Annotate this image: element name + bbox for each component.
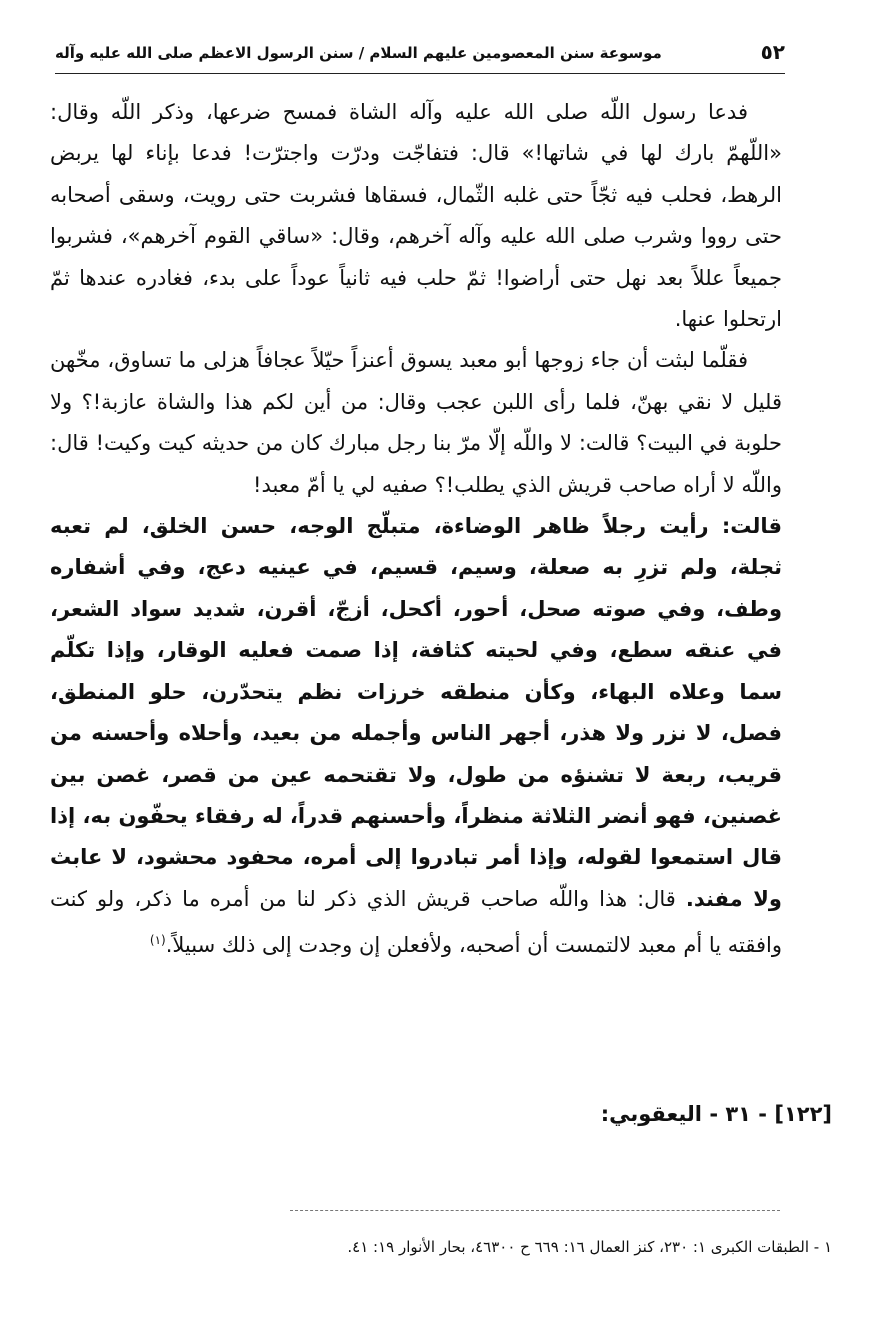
running-head — [55, 40, 785, 68]
description-text: قالت: رأيت رجلاً ظاهر الوضاءة، متبلّج الوجه، حسن الخلق، لم تعبه ثجلة، ولم تزرِ به صعلة، وسيم، قسيم، في عينيه دعج، وفي أشفاره وطف، وفي صوته صحل، أحور، أكحل، أزجّ، أقرن، شديد سواد الشعر، في عنقه سطع، وفي لحيته كثافة، إذا صمت فعليه الوقار، وإذا تكلّم سما وعلاه البهاء، وكأن منطقه خرزات نظم يتحدّرن، حلو المنطق، فصل، لا نزر ولا هذر، أجهر الناس وأجمله من بعيد، وأحلاه وأحسنه من قريب، ربعة لا تشنؤه من طول، ولا تقتحمه عين من قصر، غصن بين غصنين، فهو أنضر الثلاثة منظراً، وأحسنهم قدراً، له رفقاء يحفّون به، إذا قال استمعوا لقوله، وإذا أمر تبادروا إلى أمره، محفود محشود، لا عابث ولا مفند. — [50, 514, 782, 911]
paragraph-1: فدعا رسول اللّه صلى الله عليه وآله الشاة فمسح ضرعها، وذكر اللّه وقال: «اللّهمّ بارك لها في شاتها!» قال: فتفاجّت ودرّت واجترّت! فدعا بإناء لها يربض الرهط، فحلب فيه ثجّاً حتى غلبه الثّمال، فسقاها فشربت حتى رويت، وسقى أصحابه حتى رووا وشرب صلى الله عليه وآله آخرهم، وقال: «ساقي القوم آخرهم»، فشربوا جميعاً عللاً بعد نهل حتى أراضوا! ثمّ حلب فيه ثانياً عوداً على بدء، فغادره عندها ثمّ ارتحلوا عنها. — [50, 100, 782, 332]
closing-text: قال: هذا واللّه صاحب قريش الذي ذكر لنا من أمره ما ذكر، ولو كنت وافقته يا أم معبد لالتمست أن أصحبه، ولأفعلن إن وجدت إلى ذلك سبيلاً. — [50, 886, 782, 958]
running-head-title: موسوعة سنن المعصومين عليهم السلام / سنن الرسول الاعظم صلى الله عليه وآله — [55, 44, 662, 62]
header-divider — [55, 73, 785, 74]
paragraph-2: فقلّما لبثت أن جاء زوجها أبو معبد يسوق أعنزاً حيّلاً عجافاً هزلى ما تساوق، مخّهن قليل لا نقي بهنّ، فلما رأى اللبن عجب وقال: من أين لكم هذا والشاة عازبة!؟ ولا حلوبة في البيت؟ قالت: لا واللّه إلّا مرّ بنا رجل مبارك كان من حديثه كيت وكيت! قال: واللّه لا أراه صاحب قريش الذي يطلب!؟ صفيه لي يا أمّ معبد! — [50, 348, 782, 497]
body-text — [50, 92, 782, 967]
paragraph-3 — [50, 506, 782, 966]
page-number: ٥٢ — [760, 40, 785, 64]
footnote-divider — [290, 1210, 780, 1211]
footnote: ١ - الطبقات الكبرى ١: ٢٣٠، كنز العمال ١٦: ٦٦٩ ح ٤٦٣٠٠، بحار الأنوار ١٩: ٤١. — [347, 1238, 832, 1256]
section-heading: [١٢٢] - ٣١ - اليعقوبي: — [600, 1102, 832, 1126]
footnote-reference[interactable]: (١) — [149, 933, 166, 948]
